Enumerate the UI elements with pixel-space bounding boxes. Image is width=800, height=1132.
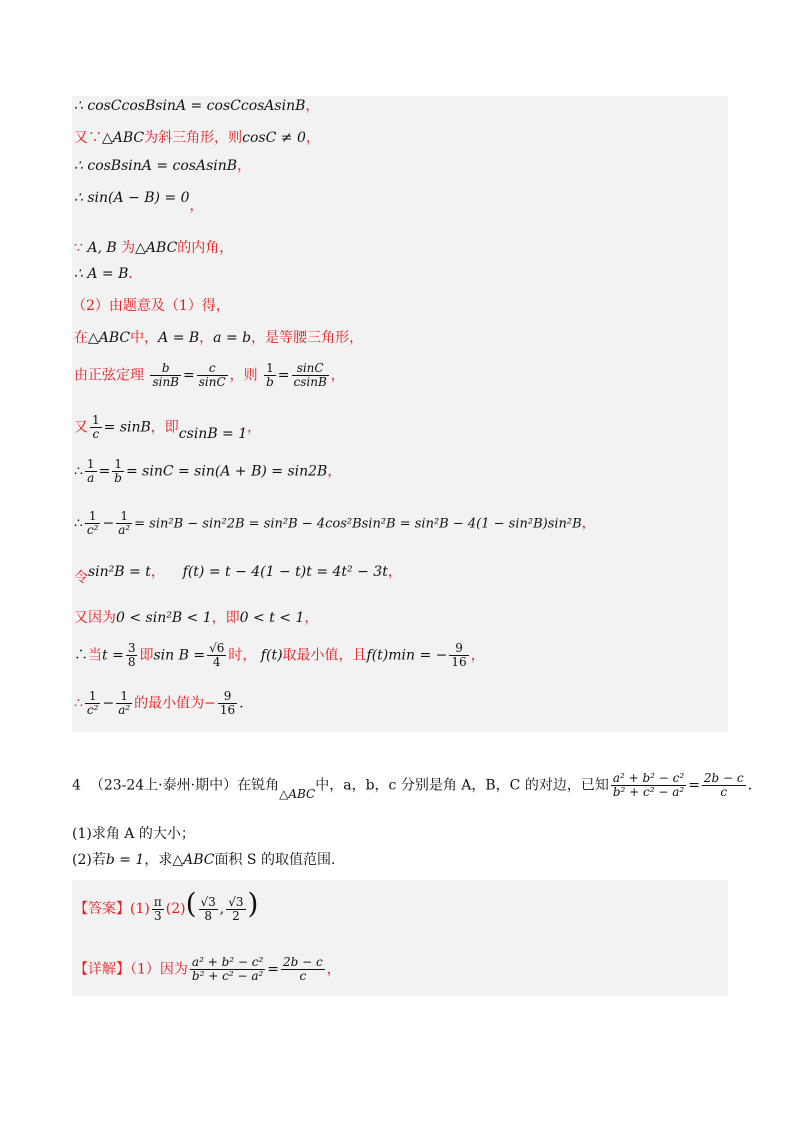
answer-box	[72, 880, 728, 996]
fraction: $\frac{1}{a}$	[86, 457, 95, 485]
part2-line-8: 又因为0 < sin²B < 1，即0 < t < 1，	[74, 610, 319, 626]
part2-line-4: 又 $\frac{1}{c}$ = sinB，即csinB = 1，	[74, 413, 262, 442]
fraction: $\frac{1}{b}$	[266, 361, 274, 389]
fraction: $\frac{\text{a² + b² − c²}}{\text{b² + c² − a²}}$	[191, 955, 264, 983]
fraction: $\frac{2b - c}{c}$	[703, 771, 744, 799]
part2-line-2: 在△ABC中，A = B，a = b，是等腰三角形，	[74, 330, 364, 346]
solution-box	[72, 96, 728, 732]
part2-heading: （2）由题意及（1）得，	[72, 298, 230, 314]
fraction: $\frac{1}{\text{a²}}$	[118, 509, 131, 537]
fraction: $\frac{\text{a² + b² − c²}}{\text{b² + c² − a²}}$	[612, 771, 685, 799]
fraction: $\frac{1}{\text{c²}}$	[86, 689, 99, 717]
part2-line-5: ∴ $\frac{1}{a}$ = $\frac{1}{b}$ = sinC = sin(A + B) = sin2B，	[74, 457, 342, 485]
fraction: $\frac{√6}{4}$	[209, 641, 225, 669]
fraction: $\frac{1}{\text{c²}}$	[86, 509, 99, 537]
fraction: $\frac{3}{8}$	[127, 641, 136, 669]
fraction: $\frac{√3}{2}$	[228, 894, 244, 923]
solution-line-6: ∴ A = B．	[74, 266, 143, 282]
part2-line-10: ∴ $\frac{1}{\text{c²}}$ − $\frac{1}{\text{a²}}$ 的最小值为− $\frac{9}{16}$ .	[74, 689, 244, 717]
solution-line-1: ∴ cosCcosBsinA = cosCcosAsinB，	[74, 98, 320, 114]
fraction: $\frac{b}{\sin B}$	[152, 361, 179, 389]
part2-line-6: ∴ $\frac{1}{\text{c²}}$ − $\frac{1}{\text{a²}}$ = sin²B − sin²2B = sin²B − 4cos²Bsin²B = sin²B − 4(1 − sin²B)sin²B，	[74, 509, 596, 537]
problem-4-statement: 4 （23-24上·泰州·期中）在锐角△ABC中，a，b，c 分别是角 A，B，C 的对边，已知 $\frac{\text{a² + b² − c²}}{\text{b² + c² − a²}}$ = $\frac{2b - c}{c}$ .	[72, 771, 753, 801]
fraction: $\frac{1}{c}$	[92, 413, 100, 441]
fraction: $\frac{9}{16}$	[451, 641, 467, 669]
problem-4-question-1: (1)求角 A 的大小；	[72, 826, 195, 842]
solution-line-3: ∴ cosBsinA = cosAsinB，	[74, 158, 252, 174]
problem-4-question-2: (2)若b = 1，求△ABC面积 S 的取值范围.	[72, 852, 336, 868]
solution-line-2: 又∵△ABC为斜三角形，则cosC ≠ 0，	[74, 130, 320, 146]
fraction: $\frac{\pi}{3}$	[153, 894, 162, 923]
solution-line-4: ∴ sin(A − B) = 0，	[74, 190, 204, 214]
part2-line-3: 由正弦定理 $\frac{b}{\sin B}$ = $\frac{c}{\sin C}$ ，则 $\frac{1}{b}$ = $\frac{\sin C}{csinB}$ ，	[74, 361, 345, 389]
fraction: $\frac{1}{\text{a²}}$	[118, 689, 131, 717]
fraction: $\frac{√3}{8}$	[200, 894, 216, 923]
solution-line-5: ∵ A, B 为△ABC的内角，	[74, 240, 234, 256]
detail-line: 【详解】（1）因为 $\frac{\text{a² + b² − c²}}{\text{b² + c² − a²}}$ = $\frac{2b - c}{c}$ ，	[74, 955, 341, 983]
fraction: $\frac{2b - c}{c}$	[283, 955, 323, 983]
part2-line-7: 令sin²B = t， f(t) = t − 4(1 − t)t = 4t² − 3t，	[74, 564, 402, 586]
fraction: $\frac{c}{\sin C}$	[198, 361, 226, 389]
part2-line-9: ∴当t = $\frac{3}{8}$ 即sin B = $\frac{√6}{4}$ 时， f(t)取最小值，且f(t)min = − $\frac{9}{16}$ ，	[74, 641, 485, 669]
answer-line: 【答案】(1) $\frac{\pi}{3}$ (2)( $\frac{√3}{8}$ , $\frac{√3}{2}$ )	[74, 887, 259, 923]
fraction: $\frac{1}{b}$	[114, 457, 122, 485]
fraction: $\frac{\sin C}{csinB}$	[293, 361, 327, 389]
fraction: $\frac{9}{16}$	[219, 689, 236, 717]
